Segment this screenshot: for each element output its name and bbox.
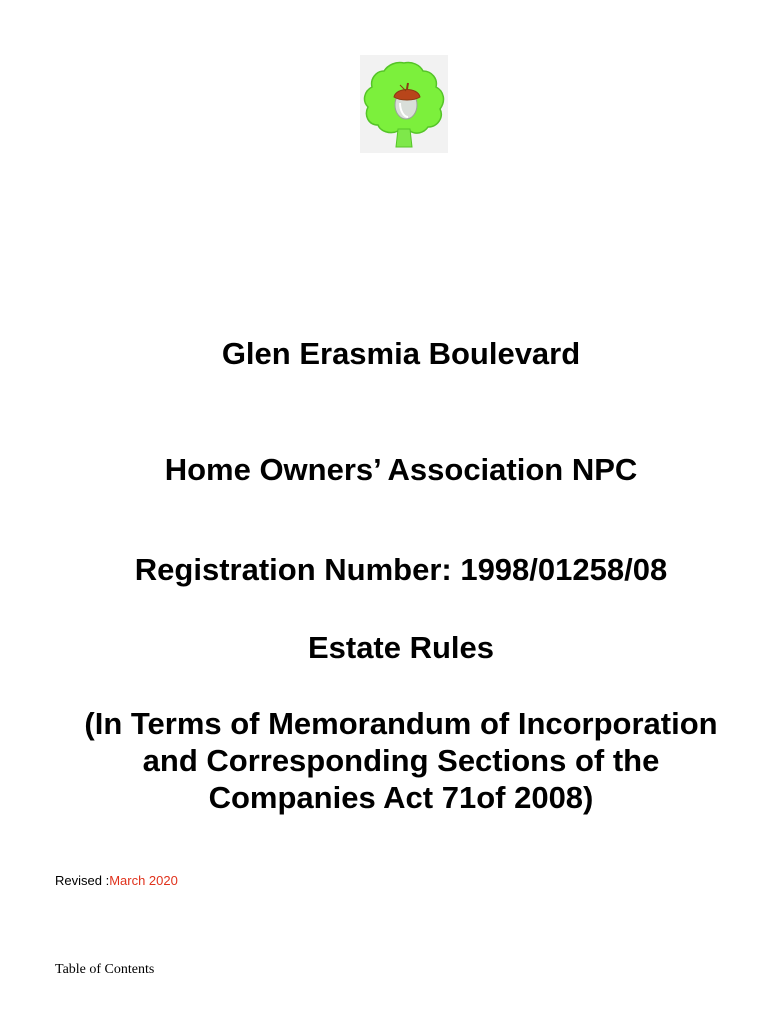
registration-number: Registration Number: 1998/01258/08 xyxy=(134,552,668,587)
revision-label: Revised : xyxy=(55,873,110,888)
legal-terms-line: Companies Act 71of 2008) xyxy=(208,780,594,815)
document-type-heading: Estate Rules xyxy=(307,630,495,665)
table-of-contents-label: Table of Contents xyxy=(55,962,155,977)
oak-tree-acorn-icon xyxy=(360,55,448,153)
logo xyxy=(360,55,448,153)
revision-date: March 2020 xyxy=(109,873,178,888)
legal-terms-line: (In Terms of Memorandum of Incorporation xyxy=(84,706,718,741)
estate-name-heading: Glen Erasmia Boulevard xyxy=(221,336,581,371)
revision-note xyxy=(55,873,178,888)
legal-terms-line: and Corresponding Sections of the xyxy=(142,743,660,778)
association-heading: Home Owners’ Association NPC xyxy=(164,452,638,487)
legal-terms-heading xyxy=(16,705,770,816)
